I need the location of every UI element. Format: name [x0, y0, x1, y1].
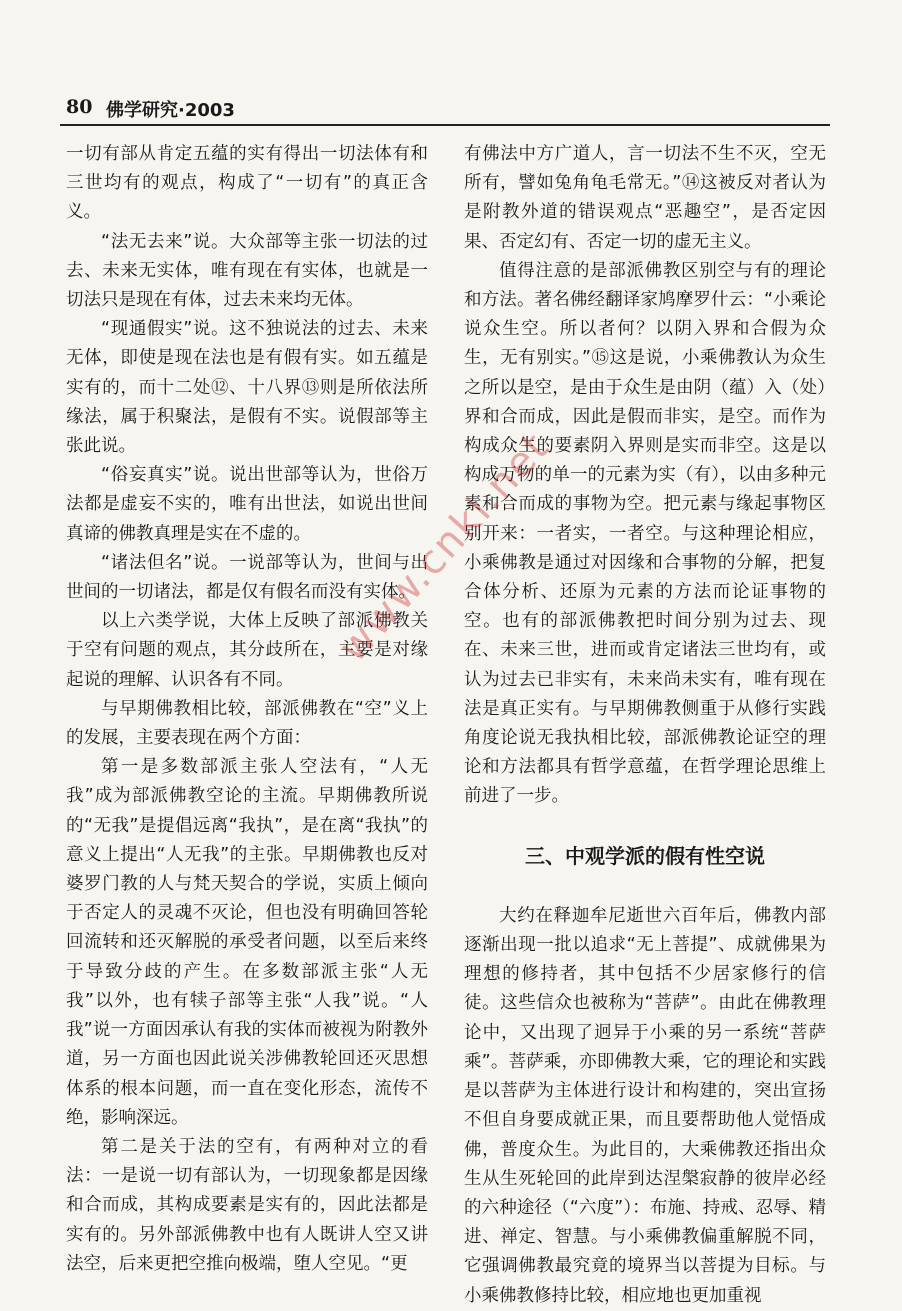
paragraph: 以上六类学说，大体上反映了部派佛教关于空有问题的观点，其分歧所在，主要是对缘起说的理解、认识各有不同。 — [66, 611, 428, 690]
left-column — [66, 140, 428, 1279]
paragraph: 一切有部从肯定五蕴的实有得出一切法体有和三世均有的观点，构成了“一切有”的真正含义。 — [66, 144, 428, 223]
paragraph: 有佛法中方广道人，言一切法不生不灭，空无所有，譬如兔角龟毛常无。”⑭这被反对者认为是附教外道的错误观点“恶趣空”，是否定因果、否定幻有、否定一切的虚无主义。 — [464, 144, 826, 252]
watermark: www.cnki.net — [330, 423, 560, 671]
paragraph: “现通假实”说。这不独说法的过去、未来无体，即使是现在法也是有假有实。如五蕴是实有的，而十二处⑫、十八界⑬则是所依法所缘法，属于积聚法，是假有不实。说假部等主张此说。 — [66, 319, 428, 457]
running-header — [66, 92, 826, 122]
page-number: 80 — [66, 96, 93, 118]
right-column — [464, 140, 826, 1311]
paragraph: 第一是多数部派主张人空法有，“人无我”成为部派佛教空论的主流。早期佛教所说的“无我”是提倡远离“我执”，是在离“我执”的意义上提出“人无我”的主张。早期佛教也反对婆罗门教的人与梵天契合的学说，实质上倾向于否定人的灵魂不灭论，但也没有明确回答轮回流转和还灭解脱的承受者问题，以至后来终于导致分歧的产生。在多数部派主张“人无我”以外，也有犊子部等主张“人我”说。“人我”说一方面因承认有我的实体而被视为附教外道，另一方面也因此说关涉佛教轮回还灭思想体系的根本问题，而一直在变化形态，流传不绝，影响深远。 — [66, 757, 428, 1128]
paragraph: 大约在释迦牟尼逝世六百年后，佛教内部逐渐出现一批以追求“无上菩提”、成就佛果为理想的修持者，其中包括不少居家修行的信徒。这些信众也被称为“菩萨”。由此在佛教理论中，又出现了迥异于小乘的另一系统“菩萨乘”。菩萨乘，亦即佛教大乘，它的理论和实践是以菩萨为主体进行设计和构建的，突出宣扬不但自身要成就正果，而且要帮助他人觉悟成佛，普度众生。为此目的，大乘佛教还指出众生从生死轮回的此岸到达涅槃寂静的彼岸必经的六种途径（“六度”）：布施、持戒、忍辱、精进、禅定、智慧。与小乘佛教偏重解脱不同，它强调佛教最究竟的境界当以菩提为目标。与小乘佛教修持比较，相应地也更加重视 — [464, 905, 826, 1306]
paragraph: “诸法但名”说。一说部等认为，世间与出世间的一切诸法，都是仅有假名而没有实体。 — [66, 552, 428, 603]
journal-title: 佛学研究·2003 — [106, 100, 235, 121]
section-heading: 三、中观学派的假有性空说 — [525, 843, 765, 868]
paragraph: “俗妄真实”说。说出世部等认为，世俗万法都是虚妄不实的，唯有出世法，如说出世间真谛的佛教真理是实在不虚的。 — [66, 465, 428, 544]
paragraph: 与早期佛教相比较，部派佛教在“空”义上的发展，主要表现在两个方面： — [66, 698, 428, 749]
paragraph: “法无去来”说。大众部等主张一切法的过去、未来无实体，唯有现在有实体，也就是一切法只是现在有体，过去未来均无体。 — [66, 231, 428, 311]
paragraph: 第二是关于法的空有，有两种对立的看法：一是说一切有部认为，一切现象都是因缘和合而成，其构成要素是实有的，因此法都是实有的。另外部派佛教中也有人既讲人空又讲法空，后来更把空推向极端，堕人空见。“更 — [66, 1136, 428, 1274]
header-rule — [60, 124, 830, 126]
paragraph: 值得注意的是部派佛教区别空与有的理论和方法。著名佛经翻译家鸠摩罗什云：“小乘论说众生空。所以者何？以阴入界和合假为众生，无有别实。”⑮这是说，小乘佛教认为众生之所以是空，是由于众生是由阴（蕴）入（处）界和合而成，因此是假而非实，是空。而作为构成众生的要素阴入界则是实而非空。这是以构成万物的单一的元素为实（有），以由多种元素和合而成的事物为空。把元素与缘起事物区别开来：一者实，一者空。与这种理论相应，小乘佛教是通过对因缘和合事物的分解，把复合体分析、还原为元素的方法而论证事物的空。也有的部派佛教把时间分别为过去、现在、未来三世，进而或肯定诸法三世均有，或认为过去已非实有，未来尚未实有，唯有现在法是真正实有。与早期佛教侧重于从修行实践角度论说无我执相比较，部派佛教论证空的理论和方法都具有哲学意蕴，在哲学理论思维上前进了一步。 — [464, 260, 826, 807]
